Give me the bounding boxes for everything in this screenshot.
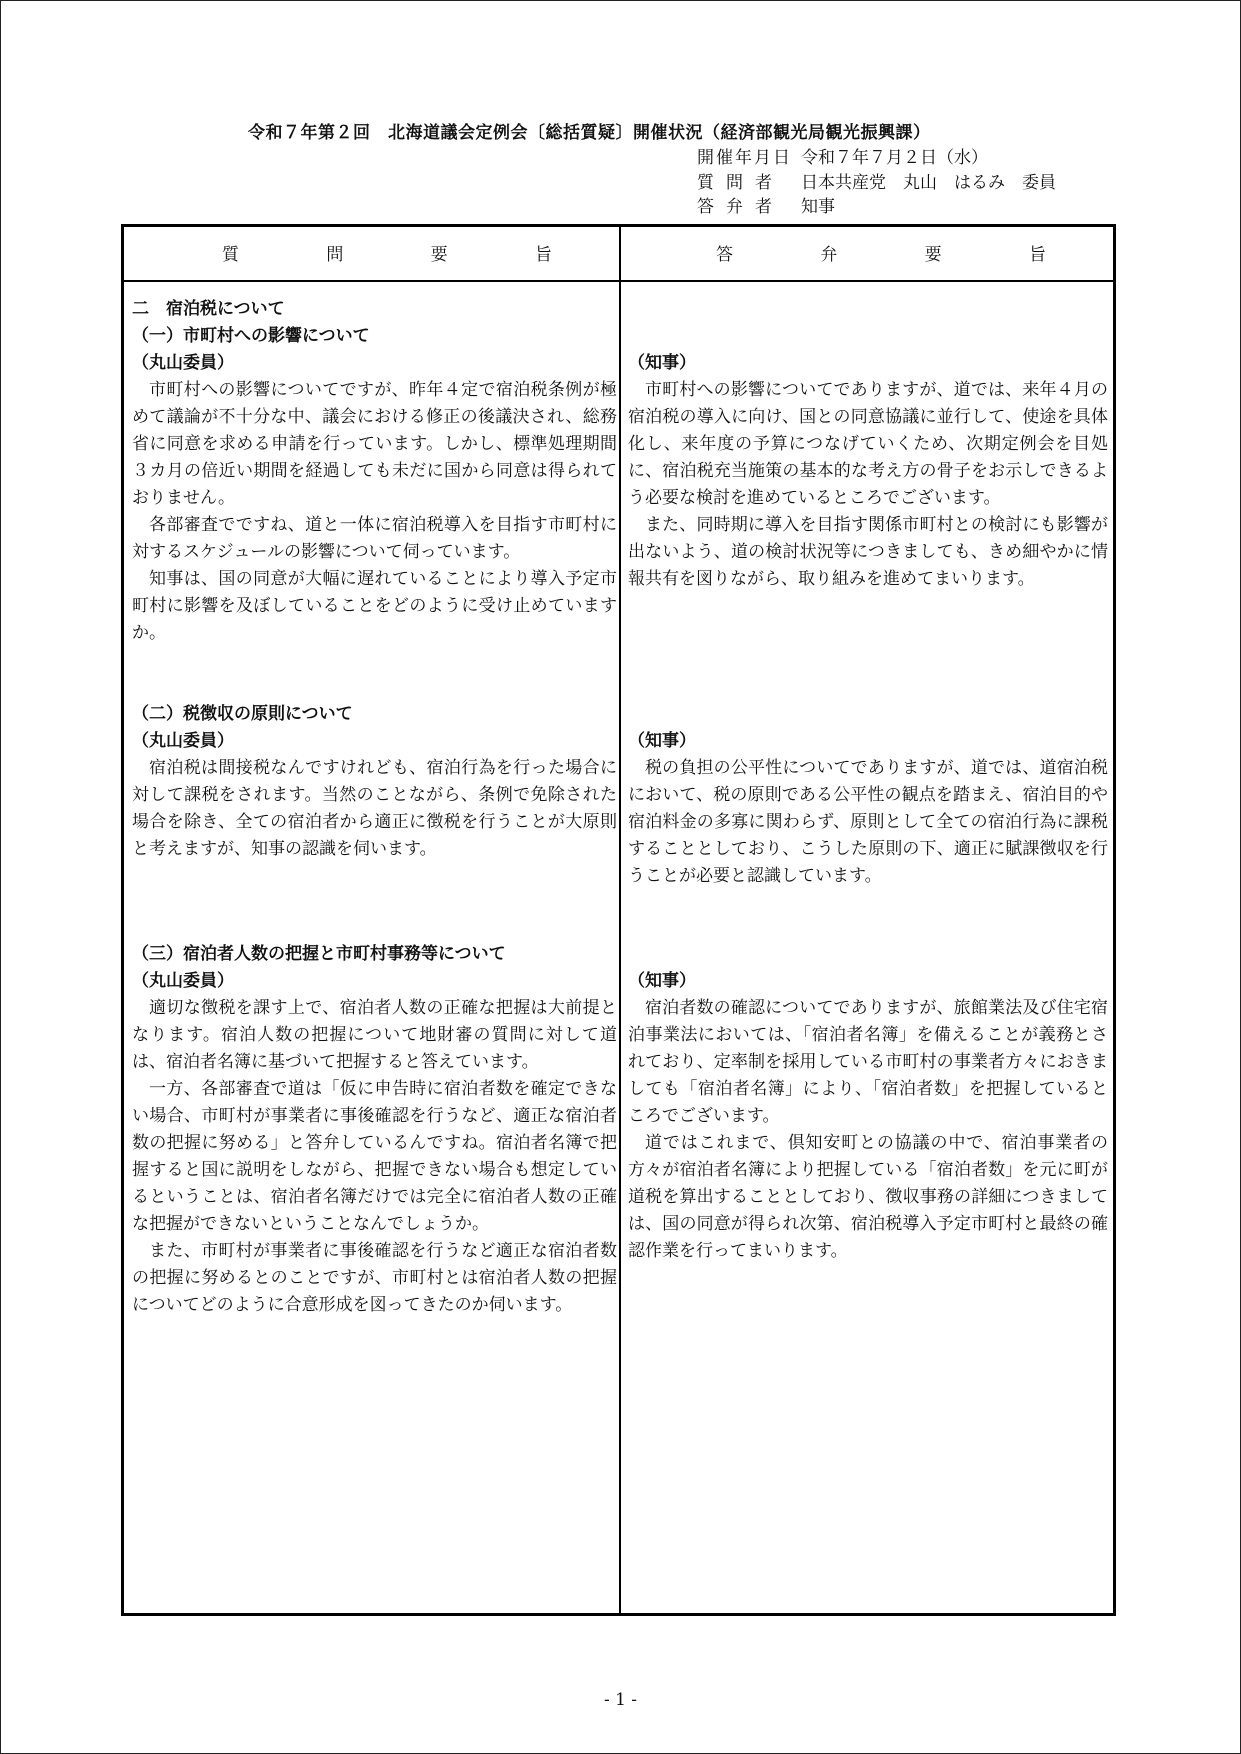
question-header-char: 質 [222,245,239,265]
question-paragraph: 各部審査でですね、道と一体に宿泊税導入を目指す市町村に対するスケジュールの影響について伺っています。 [132,515,617,562]
questioner-label-1: （丸山委員） [132,353,234,373]
meeting-info [697,146,1056,220]
question-paragraph: 適切な徴税を課す上で、宿泊者人数の正確な把握は大前提となります。宿泊人数の把握について地財審の質問に対して道は、宿泊者名簿に基づいて把握すると答えています。 [132,998,617,1072]
question-paragraph: また、市町村が事業者に事後確認を行うなど適正な宿泊者数の把握に努めるとのことですが、市町村とは宿泊者人数の把握についてどのように合意形成を図ってきたのか伺います。 [132,1241,617,1315]
answer-paragraph: また、同時期に導入を目指す関係市町村との検討にも影響が出ないよう、道の検討状況等につきましても、きめ細やかに情報共有を図りながら、取り組みを進めてまいります。 [628,515,1108,589]
meeting-date-label: 開催年月日 [697,148,792,168]
question-paragraph: 知事は、国の同意が大幅に遅れていることにより導入予定市町村に影響を及ぼしていることをどのように受け止めていますか。 [132,569,617,643]
qa-table [121,224,1116,1616]
question-header-char: 旨 [534,245,552,265]
answerer-label-2: （知事） [628,731,696,751]
question-column-header [222,240,552,265]
question-paragraph: 市町村への影響についてですが、昨年４定で宿泊税条例が極めて議論が不十分な中、議会における修正の後議決され、総務省に同意を求める申請を行っています。しかし、標準処理期間３カ月の倍近い期間を経過しても未だに国から同意は得られておりません。 [132,380,617,508]
answerer-label-3: （知事） [628,971,696,991]
questioner-value: 日本共産党 丸山 はるみ 委員 [801,172,1056,193]
question-section-3 [132,941,617,1319]
column-divider [619,227,621,1613]
questioner-row [697,171,1056,196]
answer-header-char: 要 [924,245,942,265]
answer-column-header [716,240,1046,265]
document-title: 令和７年第２回 北海道議会定例会〔総括質疑〕開催状況（経済部観光局観光振興課） [248,123,931,143]
question-paragraph: 宿泊税は間接税なんですけれども、宿泊行為を行った場合に対して課税をされます。当然のことながら、条例で免除された場合を除き、全ての宿泊者から適正に徴税を行うことが大原則と考えますが、知事の認識を伺います。 [132,758,617,859]
answer-paragraph: 宿泊者数の確認についてでありますが、旅館業法及び住宅宿泊事業法においては、「宿泊者名簿」を備えることが義務とされており、定率制を採用している市町村の事業者方々におきましても「宿泊者名簿」により、「宿泊者数」を把握しているところでございます。 [628,998,1108,1126]
answer-header-char: 弁 [820,245,838,265]
subheading-3: （三）宿泊者人数の把握と市町村事務等について [132,944,506,964]
answerer-value: 知事 [801,197,835,217]
answer-section-1 [628,350,1108,593]
answer-section-2 [628,728,1108,890]
page-number: - 1 - [603,1690,638,1710]
question-section-2 [132,701,617,863]
question-section-1 [132,296,617,647]
question-paragraph: 一方、各部審査で道は「仮に申告時に宿泊者数を確定できない場合、市町村が事業者に事後確認を行うなど、適正な宿泊者数の把握に努める」と答弁しているんですね。宿泊者名簿で把握すると国に説明をしながら、把握できない場合も想定しているということは、宿泊者名簿だけでは完全に宿泊者人数の正確な把握ができないということなんでしょうか。 [132,1079,617,1234]
answerer-label-1: （知事） [628,353,696,373]
answer-section-3 [628,968,1108,1265]
subheading-2: （二）税徴収の原則について [132,704,353,724]
answer-paragraph: 税の負担の公平性についてでありますが、道では、道宿泊税において、税の原則である公平性の観点を踏まえ、宿泊目的や宿泊料金の多寡に関わらず、原則として全ての宿泊行為に課税することとしており、こうした原則の下、適正に賦課徴収を行うことが必要と認識しています。 [628,758,1108,886]
meeting-date-value: 令和７年７月２日（水） [801,148,988,168]
meeting-date-row [697,146,1056,171]
answer-header-char: 旨 [1028,245,1046,265]
answer-paragraph: 市町村への影響についてでありますが、道では、来年４月の宿泊税の導入に向け、国との同意協議に並行して、使途を具体化し、来年度の予算につなげていくため、次期定例会を目処に、宿泊税充当施策の基本的な考え方の骨子をお示しできるよう必要な検討を進めているところでございます。 [628,380,1108,508]
questioner-label-2: （丸山委員） [132,731,234,751]
questioner-label-3: （丸山委員） [132,971,234,991]
answer-header-char: 答 [716,245,733,265]
answerer-label: 答弁者 [697,197,784,217]
section-heading: 二 宿泊税について [132,299,285,319]
question-header-char: 問 [326,245,344,265]
answerer-row [697,195,1056,220]
question-header-char: 要 [430,245,448,265]
subheading-1: （一）市町村への影響について [132,326,370,346]
answer-paragraph: 道ではこれまで、倶知安町との協議の中で、宿泊事業者の方々が宿泊者名簿により把握している「宿泊者数」を元に町が道税を算出することとしており、徴収事務の詳細につきましては、国の同意が得られ次第、宿泊税導入予定市町村と最終の確認作業を行ってまいります。 [628,1133,1108,1261]
questioner-label: 質問者 [697,172,784,193]
